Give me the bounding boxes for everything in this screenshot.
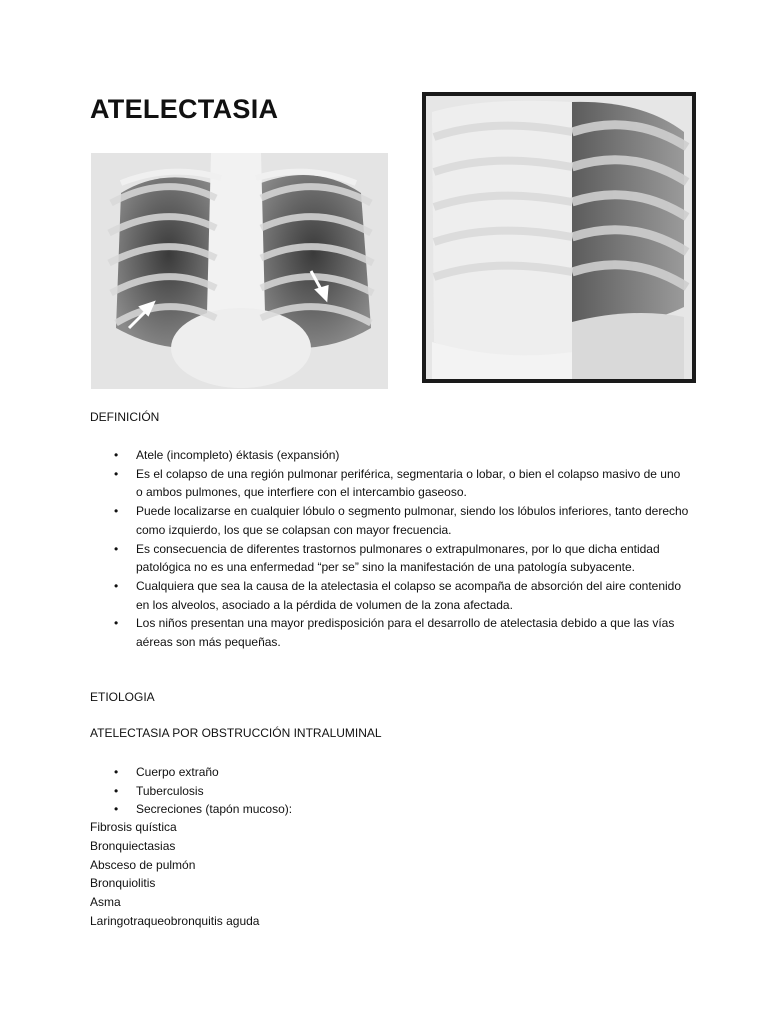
list-item: • Cuerpo extraño	[90, 763, 690, 782]
page-title: ATELECTASIA	[90, 94, 279, 124]
list-item: Laringotraqueobronquitis aguda	[90, 913, 260, 928]
list-item: • Tuberculosis	[90, 782, 690, 801]
list-item: Bronquiectasias	[90, 838, 176, 853]
section-heading-etiologia: ETIOLOGIA	[90, 690, 155, 704]
secreciones-list	[90, 818, 259, 931]
list-item: • Los niños presentan una mayor predisposición para el desarrollo de atelectasia debido a que las vías aéreas son más pequeñas.	[90, 614, 690, 651]
definicion-list	[90, 446, 690, 652]
list-item: Absceso de pulmón	[90, 857, 196, 872]
list-item: • Es consecuencia de diferentes trastornos pulmonares o extrapulmonares, por lo que dicha entidad patológica no es una enfermedad “per se” sino la manifestación de una patología subyacente.	[90, 540, 690, 577]
section-heading-obstruccion: ATELECTASIA POR OBSTRUCCIÓN INTRALUMINAL	[90, 726, 382, 740]
list-item: • Secreciones (tapón mucoso):	[90, 800, 690, 819]
list-item: Bronquiolitis	[90, 876, 156, 891]
list-item: • Puede localizarse en cualquier lóbulo o segmento pulmonar, siendo los lóbulos inferiores, tanto derecho como izquierdo, los que se colapsan con mayor frecuencia.	[90, 502, 690, 539]
section-heading-definicion: DEFINICIÓN	[90, 410, 160, 424]
list-item: • Cualquiera que sea la causa de la atelectasia el colapso se acompaña de absorción del aire contenido en los alveolos, asociado a la pérdida de volumen de la zona afectada.	[90, 577, 690, 614]
xray-image-left	[91, 153, 388, 389]
list-item: • Es el colapso de una región pulmonar periférica, segmentaria o lobar, o bien el colapso masivo de uno o ambos pulmones, que interfiere con el intercambio gaseoso.	[90, 465, 690, 502]
list-item: Fibrosis quística	[90, 820, 177, 834]
xray-image-right	[422, 92, 696, 383]
list-item: Asma	[90, 895, 121, 910]
list-item: • Atele (incompleto) éktasis (expansión)	[90, 446, 690, 465]
obstruccion-list	[90, 763, 690, 819]
